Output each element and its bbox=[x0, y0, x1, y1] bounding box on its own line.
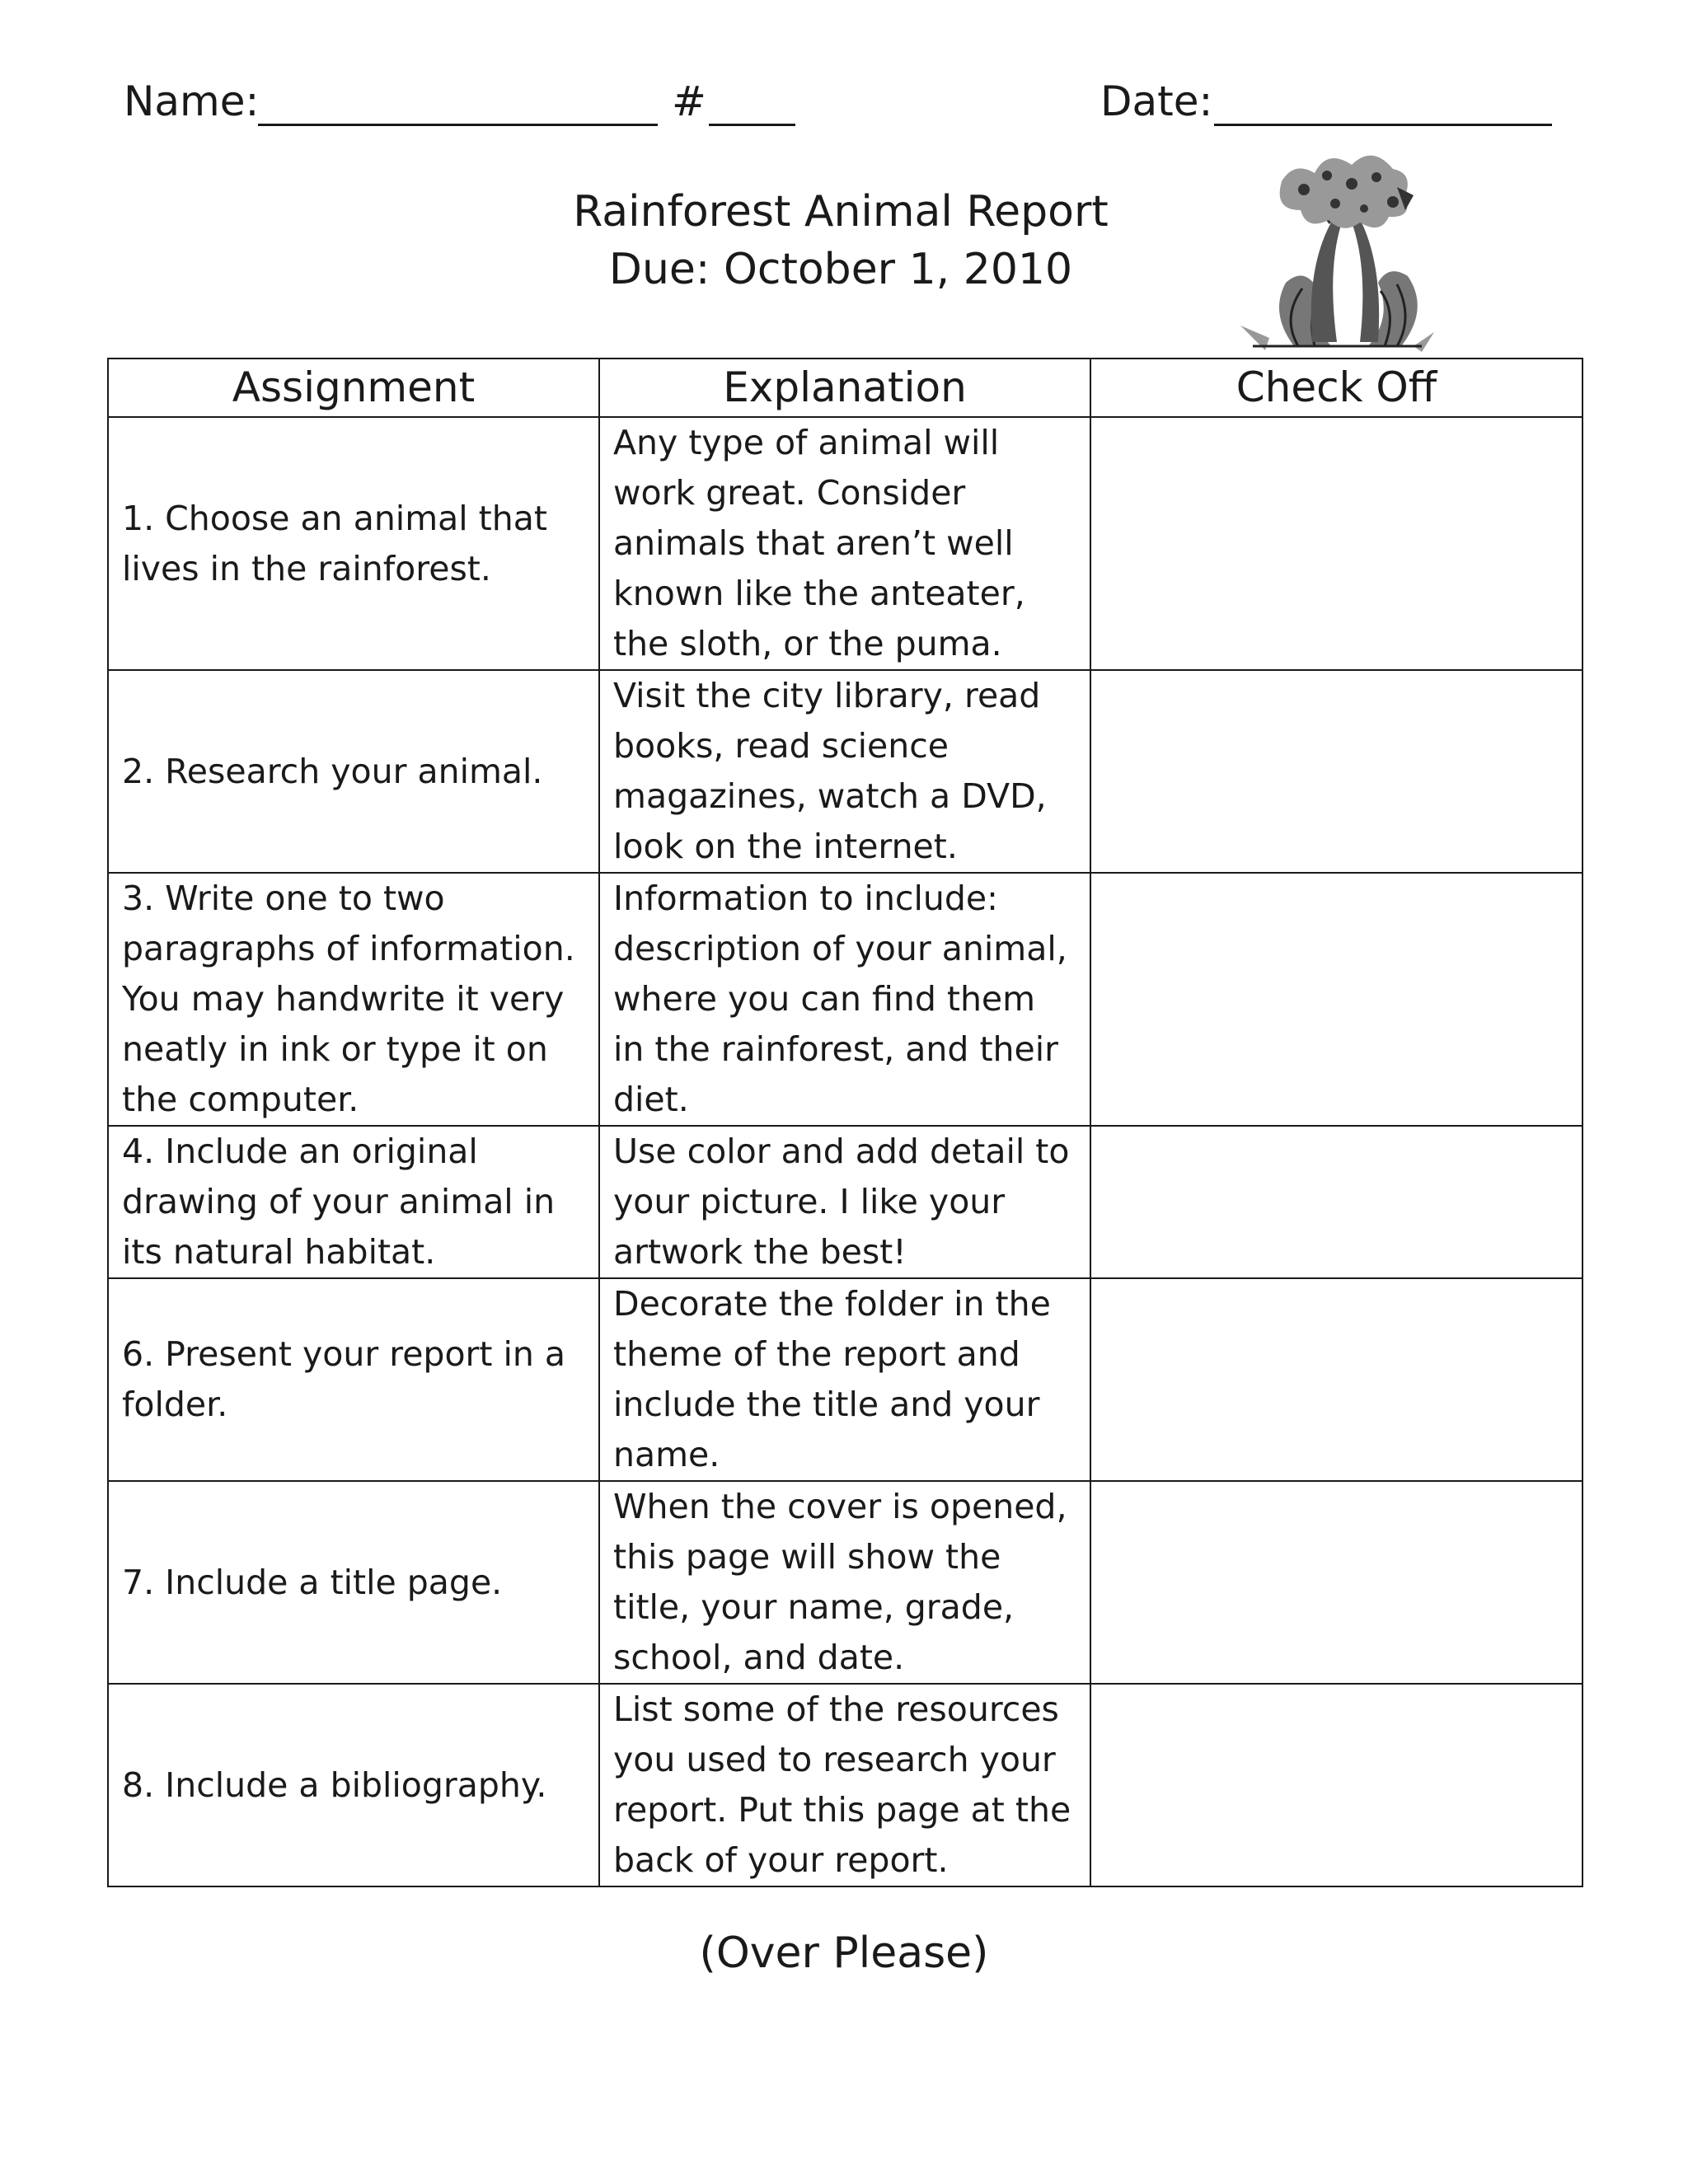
explanation-cell: Any type of animal will work great. Consider animals that aren’t well known like the anteater, the sloth, or the puma. bbox=[599, 417, 1090, 670]
check-off-cell[interactable] bbox=[1090, 873, 1582, 1126]
check-off-cell[interactable] bbox=[1090, 1278, 1582, 1481]
explanation-cell: Visit the city library, read books, read science magazines, watch a DVD, look on the internet. bbox=[599, 670, 1090, 873]
check-off-cell[interactable] bbox=[1090, 1684, 1582, 1886]
check-off-cell[interactable] bbox=[1090, 417, 1582, 670]
assignment-cell: 2. Research your animal. bbox=[108, 670, 599, 873]
assignment-cell: 8. Include a bibliography. bbox=[108, 1684, 599, 1886]
assignment-cell: 1. Choose an animal that lives in the rainforest. bbox=[108, 417, 599, 670]
date-blank[interactable] bbox=[1214, 124, 1552, 126]
explanation-cell: Decorate the folder in the theme of the report and include the title and your name. bbox=[599, 1278, 1090, 1481]
rainforest-tree-icon bbox=[1236, 144, 1434, 354]
explanation-cell: List some of the resources you used to research your report. Put this page at the back of your report. bbox=[599, 1684, 1090, 1886]
date-label: Date: bbox=[1100, 77, 1213, 125]
header-row bbox=[0, 73, 1688, 130]
table-row bbox=[108, 1278, 1582, 1481]
number-blank[interactable] bbox=[709, 124, 795, 126]
table-row bbox=[108, 1684, 1582, 1886]
report-title: Rainforest Animal Report bbox=[573, 187, 1109, 237]
column-header-explanation: Explanation bbox=[599, 359, 1090, 417]
assignment-cell: 3. Write one to two paragraphs of information. You may handwrite it very neatly in ink or type it on the computer. bbox=[108, 873, 599, 1126]
check-off-cell[interactable] bbox=[1090, 670, 1582, 873]
assignment-cell: 4. Include an original drawing of your animal in its natural habitat. bbox=[108, 1126, 599, 1278]
name-blank[interactable] bbox=[258, 124, 658, 126]
over-please-note: (Over Please) bbox=[699, 1929, 989, 1978]
table-row bbox=[108, 1126, 1582, 1278]
check-off-cell[interactable] bbox=[1090, 1481, 1582, 1684]
assignment-cell: 7. Include a title page. bbox=[108, 1481, 599, 1684]
table-header-row bbox=[108, 359, 1582, 417]
table-row bbox=[108, 670, 1582, 873]
check-off-cell[interactable] bbox=[1090, 1126, 1582, 1278]
assignment-cell: 6. Present your report in a folder. bbox=[108, 1278, 599, 1481]
table-row bbox=[108, 1481, 1582, 1684]
explanation-cell: Use color and add detail to your picture. I like your artwork the best! bbox=[599, 1126, 1090, 1278]
column-header-check-off: Check Off bbox=[1090, 359, 1582, 417]
assignment-table bbox=[107, 358, 1583, 1887]
number-label: # bbox=[672, 77, 706, 125]
table-row bbox=[108, 417, 1582, 670]
title-block bbox=[429, 183, 1253, 298]
due-date: Due: October 1, 2010 bbox=[608, 245, 1073, 294]
table-row bbox=[108, 873, 1582, 1126]
column-header-assignment: Assignment bbox=[108, 359, 599, 417]
name-label: Name: bbox=[124, 77, 260, 125]
explanation-cell: When the cover is opened, this page will show the title, your name, grade, school, and date. bbox=[599, 1481, 1090, 1684]
explanation-cell: Information to include: description of your animal, where you can find them in the rainforest, and their diet. bbox=[599, 873, 1090, 1126]
